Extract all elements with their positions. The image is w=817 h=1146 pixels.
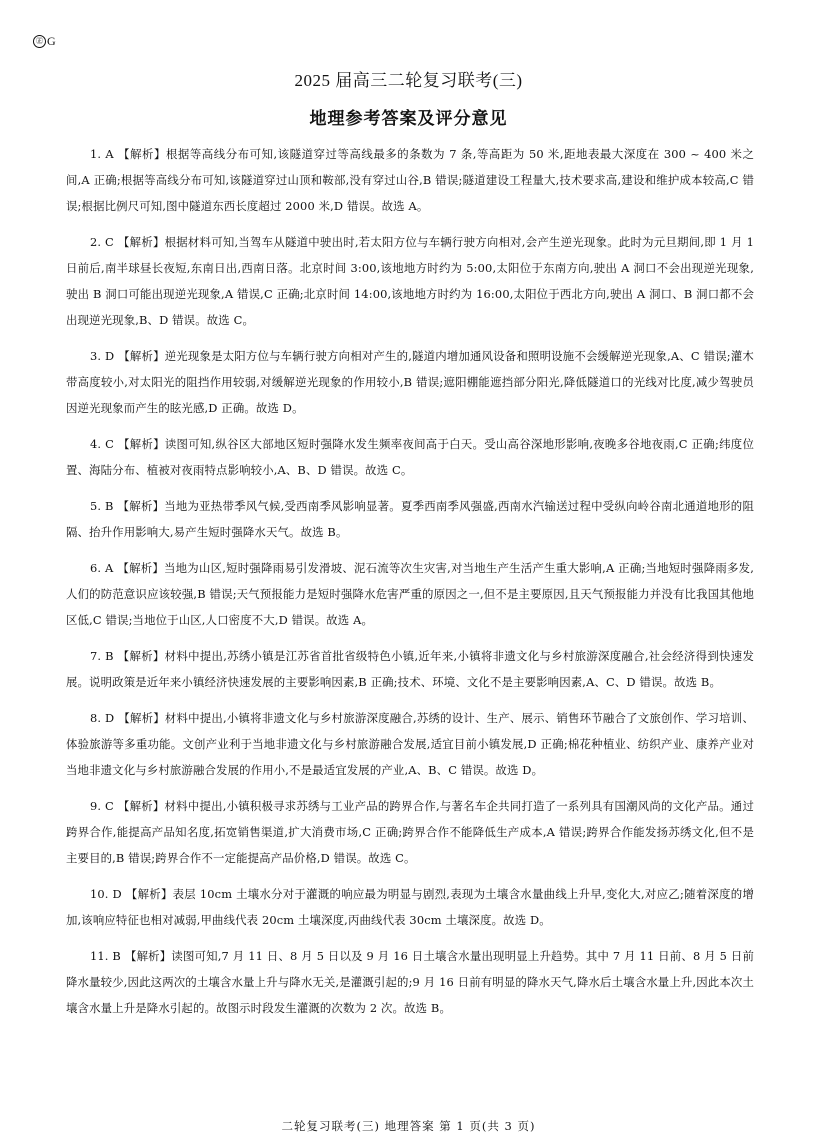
answer-explanation: 【解析】当地为亚热带季风气候,受西南季风影响显著。夏季西南季风强盛,西南水汽输送过程中受纵向岭谷南北通道地形的阻隔、抬升作用影响大,易产生短时强降水天气。故选 B。 — [66, 499, 754, 539]
page-footer: 二轮复习联考(三) 地理答案 第 1 页(共 3 页) — [281, 1119, 536, 1133]
answer-number: 8. D — [90, 711, 115, 725]
publisher-logo — [33, 34, 56, 49]
answer-explanation: 【解析】逆光现象是太阳方位与车辆行驶方向相对产生的,隧道内增加通风设备和照明设施不会缓解逆光现象,A、C 错误;灌木带高度较小,对太阳光的阻挡作用较弱,对缓解逆光现象的作用较小,B 错误;遮阳棚能遮挡部分阳光,降低隧道口的光线对比度,减少驾驶员因逆光现象而产生的眩光感,D 正确。故选 D。 — [66, 349, 754, 415]
answer-number: 1. A — [90, 147, 114, 161]
answer-number: 3. D — [90, 349, 115, 363]
answer-number: 11. B — [90, 949, 121, 963]
page-title: 2025 届高三二轮复习联考(三) — [294, 71, 523, 90]
answer-explanation: 【解析】表层 10cm 土壤水分对于灌溉的响应最为明显与剧烈,表现为土壤含水量曲线上升早,变化大,对应乙;随着深度的增加,该响应特征也相对减弱,甲曲线代表 20cm 土壤深度,丙曲线代表 30cm 土壤深度。故选 D。 — [66, 887, 755, 927]
answer-item-6 — [66, 555, 754, 633]
answer-number: 6. A — [90, 561, 114, 575]
answer-number: 4. C — [90, 437, 114, 451]
answer-explanation: 【解析】材料中提出,小镇将非遗文化与乡村旅游深度融合,苏绣的设计、生产、展示、销售环节融合了文旅创作、学习培训、体验旅游等多重功能。文创产业利于当地非遗文化与乡村旅游融合发展,适宜目前小镇发展,D 正确;棉花种植业、纺织产业、康养产业对当地非遗文化与乡村旅游融合发展的作用小,不是最适宜发展的产业,A、B、C 错误。故选 D。 — [66, 711, 754, 777]
answer-item-1 — [66, 141, 754, 219]
answer-number: 5. B — [90, 499, 114, 513]
answer-number: 9. C — [90, 799, 114, 813]
answer-explanation: 【解析】材料中提出,苏绣小镇是江苏省首批省级特色小镇,近年来,小镇将非遗文化与乡村旅游深度融合,社会经济得到快速发展。说明政策是近年来小镇经济快速发展的主要影响因素,B 正确;技术、环境、文化不是主要影响因素,A、C、D 错误。故选 B。 — [66, 649, 754, 689]
answer-item-5 — [66, 493, 754, 545]
answer-item-10 — [66, 881, 754, 933]
answer-item-2 — [66, 229, 754, 333]
answer-item-11 — [66, 943, 754, 1021]
page-subtitle: 地理参考答案及评分意见 — [309, 109, 508, 129]
answer-explanation: 【解析】材料中提出,小镇积极寻求苏绣与工业产品的跨界合作,与著名车企共同打造了一系列具有国潮风尚的文化产品。通过跨界合作,能提高产品知名度,拓宽销售渠道,扩大消费市场,C 正确;跨界合作不能降低生产成本,A 错误;跨界合作能发扬苏绣文化,但不是主要目的,B 错误;跨界合作不一定能提高产品价格,D 错误。故选 C。 — [66, 799, 754, 865]
seal-icon: ㊣ — [33, 35, 46, 48]
answer-number: 10. D — [90, 887, 122, 901]
answer-explanation: 【解析】根据等高线分布可知,该隧道穿过等高线最多的条数为 7 条,等高距为 50 米,距地表最大深度在 300 ~ 400 米之间,A 正确;根据等高线分布可知,该隧道穿过山顶和鞍部,没有穿过山谷,B 错误;隧道建设工程量大,技术要求高,建设和维护成本较高,C 错误;根据比例尺可知,图中隧道东西长度超过 2000 米,D 错误。故选 A。 — [66, 147, 754, 213]
answer-number: 2. C — [90, 235, 114, 249]
logo-text: G — [47, 34, 56, 48]
answer-item-9 — [66, 793, 754, 871]
answer-item-4 — [66, 431, 754, 483]
answer-number: 7. B — [90, 649, 114, 663]
answer-item-3 — [66, 343, 754, 421]
answer-explanation: 【解析】读图可知,纵谷区大部地区短时强降水发生频率夜间高于白天。受山高谷深地形影响,夜晚多谷地夜雨,C 正确;纬度位置、海陆分布、植被对夜雨特点影响较小,A、B、D 错误。故选 C。 — [66, 437, 754, 477]
answer-item-8 — [66, 705, 754, 783]
answer-explanation: 【解析】根据材料可知,当驾车从隧道中驶出时,若太阳方位与车辆行驶方向相对,会产生逆光现象。此时为元旦期间,即 1 月 1 日前后,南半球昼长夜短,东南日出,西南日落。北京时间 3:00,该地地方时约为 5:00,太阳位于东南方向,驶出 A 洞口不会出现逆光现象,驶出 B 洞口可能出现逆光现象,A 错误,C 正确;北京时间 14:00,该地地方时约为 16:00,太阳位于西北方向,驶出 A 洞口、B 洞口都不会出现逆光现象,B、D 错误。故选 C。 — [66, 235, 755, 327]
answer-explanation: 【解析】读图可知,7 月 11 日、8 月 5 日以及 9 月 16 日土壤含水量出现明显上升趋势。其中 7 月 11 日前、8 月 5 日前降水量较少,因此这两次的土壤含水量上升与降水无关,是灌溉引起的;9 月 16 日前有明显的降水天气,降水后土壤含水量上升,因此本次土壤含水量上升是降水引起的。故图示时段发生灌溉的次数为 2 次。故选 B。 — [66, 949, 754, 1015]
answer-item-7 — [66, 643, 754, 695]
answer-list — [66, 141, 754, 1031]
answer-explanation: 【解析】当地为山区,短时强降雨易引发滑坡、泥石流等次生灾害,对当地生产生活产生重大影响,A 正确;当地短时强降雨多发,人们的防范意识应该较强,B 错误;天气预报能力是短时强降水危害严重的原因之一,但不是主要原因,且天气预报能力并没有比我国其他地区低,C 错误;当地位于山区,人口密度不大,D 错误。故选 A。 — [66, 561, 754, 627]
